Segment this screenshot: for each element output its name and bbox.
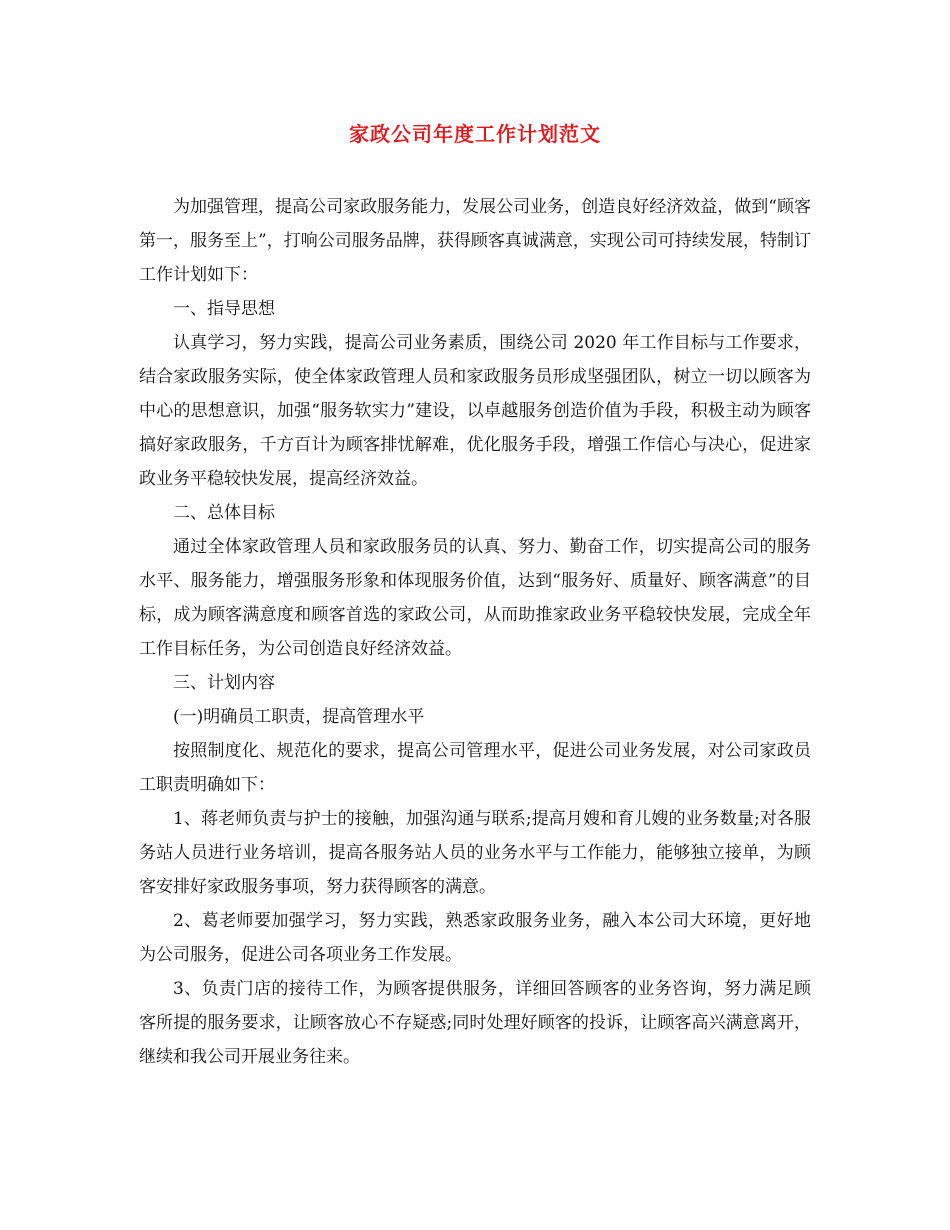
duty-item-2: 2、葛老师要加强学习，努力实践，熟悉家政服务业务，融入本公司大环境，更好地为公司服务，促进公司各项业务工作发展。 (139, 911, 811, 965)
section-heading-plan-content: 三、计划内容 (173, 673, 275, 693)
section-heading-guiding-ideology: 一、指导思想 (173, 299, 275, 319)
document-body (139, 190, 811, 1074)
document-title: 家政公司年度工作计划范文 (349, 122, 601, 146)
duty-item-3: 3、负责门店的接待工作，为顾客提供服务，详细回答顾客的业务咨询，努力满足顾客所提的服务要求，让顾客放心不存疑惑;同时处理好顾客的投诉，让顾客高兴满意离开，继续和我公司开展业务往来。 (139, 979, 811, 1067)
guiding-ideology-paragraph: 认真学习，努力实践，提高公司业务素质，围绕公司 2020 年工作目标与工作要求，结合家政服务实际，使全体家政管理人员和家政服务员形成坚强团队，树立一切以顾客为中心的思想意识，加强“服务软实力”建设，以卓越服务创造价值为手段，积极主动为顾客搞好家政服务，千方百计为顾客排忧解难，优化服务手段，增强工作信心与决心，促进家政业务平稳较快发展，提高经济效益。 (139, 333, 811, 489)
staff-duties-intro-paragraph: 按照制度化、规范化的要求，提高公司管理水平，促进公司业务发展，对公司家政员工职责明确如下： (139, 741, 811, 795)
overall-goal-paragraph: 通过全体家政管理人员和家政服务员的认真、努力、勤奋工作，切实提高公司的服务水平、服务能力，增强服务形象和体现服务价值，达到“服务好、质量好、顾客满意”的目标，成为顾客满意度和顾客首选的家政公司，从而助推家政业务平稳较快发展，完成全年工作目标任务，为公司创造良好经济效益。 (139, 537, 811, 659)
intro-paragraph: 为加强管理，提高公司家政服务能力，发展公司业务，创造良好经济效益，做到“顾客第一，服务至上”，打响公司服务品牌，获得顾客真诚满意，实现公司可持续发展，特制订工作计划如下： (139, 197, 811, 285)
section-heading-overall-goal: 二、总体目标 (173, 503, 275, 523)
subsection-heading-staff-duties: (一)明确员工职责，提高管理水平 (173, 707, 425, 727)
duty-item-1: 1、蒋老师负责与护士的接触，加强沟通与联系;提高月嫂和育儿嫂的业务数量;对各服务站人员进行业务培训，提高各服务站人员的业务水平与工作能力，能够独立接单，为顾客安排好家政服务事项，努力获得顾客的满意。 (139, 809, 811, 897)
